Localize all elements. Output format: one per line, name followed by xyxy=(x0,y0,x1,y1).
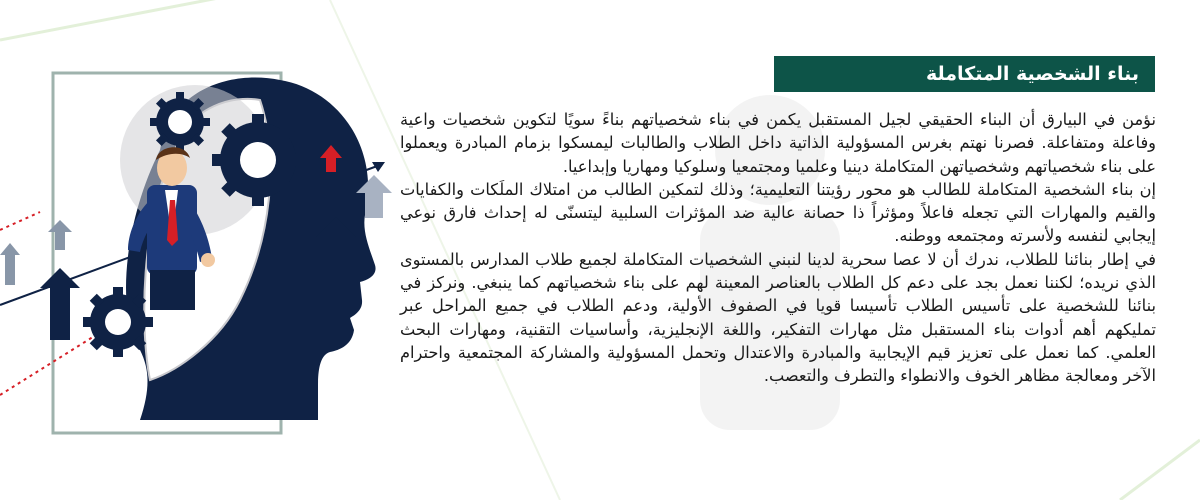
paragraph: في إطار بنائنا للطلاب، ندرك أن لا عصا سحرية لدينا لنبني الشخصيات المتكاملة لجميع طلاب المدارس بالمستوى الذي نريده؛ لكننا نعمل بجد على دعم كل الطلاب بالعناصر المعينة لهم على بناء شخصياتهم كما ينبغي. ونركز في بنائنا للشخصية على تأسيس الطلاب تأسيسا قويا في الصفوف الأولية، ودعم الطلاب في جميع المراحل عبر تمليكهم أهم أدوات بناء المستقبل مثل مهارات التفكير، واللغة الإنجليزية، وأساسيات التقنية، ومهارات البحث العلمي. كما نعمل على تعزيز قيم الإيجابية والمبادرة والاعتدال وتحمل المسؤولية والمشاركة المجتمعية واحترام الآخر ومعالجة مظاهر الخوف والانطواء والتطرف والتعصب. xyxy=(400,249,1156,386)
gear-icon xyxy=(150,92,210,152)
paragraph: إن بناء الشخصية المتكاملة للطالب هو محور رؤيتنا التعليمية؛ وذلك لتمكين الطالب من امتلاك الملَكات والكفايات والقيم والمهارات التي تجعله فاعلاً ومؤثراً ذا حصانة عالية ضد المؤثرات السلبية ليتسنّى له إحداث فارق نوعي إيجابي لنفسه ولأسرته ومجتمعه ووطنه. xyxy=(400,179,1156,246)
gear-icon xyxy=(212,114,304,206)
paragraph: نؤمن في البيارق أن البناء الحقيقي لجيل المستقبل يكمن في بناء شخصياتهم بناءً سويًا لتكوين شخصيات واعية وفاعلة ومتفاعلة. فصرنا نهتم بغرس المسؤولية الذاتية داخل الطلاب والطالبات ليمسكوا بزمام المبادرة ويعملوا على بناء شخصياتهم وشخصياتهن المتكاملة دينيا وعلميا ومجتمعيا وسلوكيا ومهاريا وإبداعيا. xyxy=(400,110,1156,176)
illustration xyxy=(0,0,400,500)
gear-icon xyxy=(83,287,153,357)
body-text xyxy=(400,108,1156,388)
section-title: بناء الشخصية المتكاملة xyxy=(925,63,1139,85)
section-header xyxy=(774,56,1155,92)
